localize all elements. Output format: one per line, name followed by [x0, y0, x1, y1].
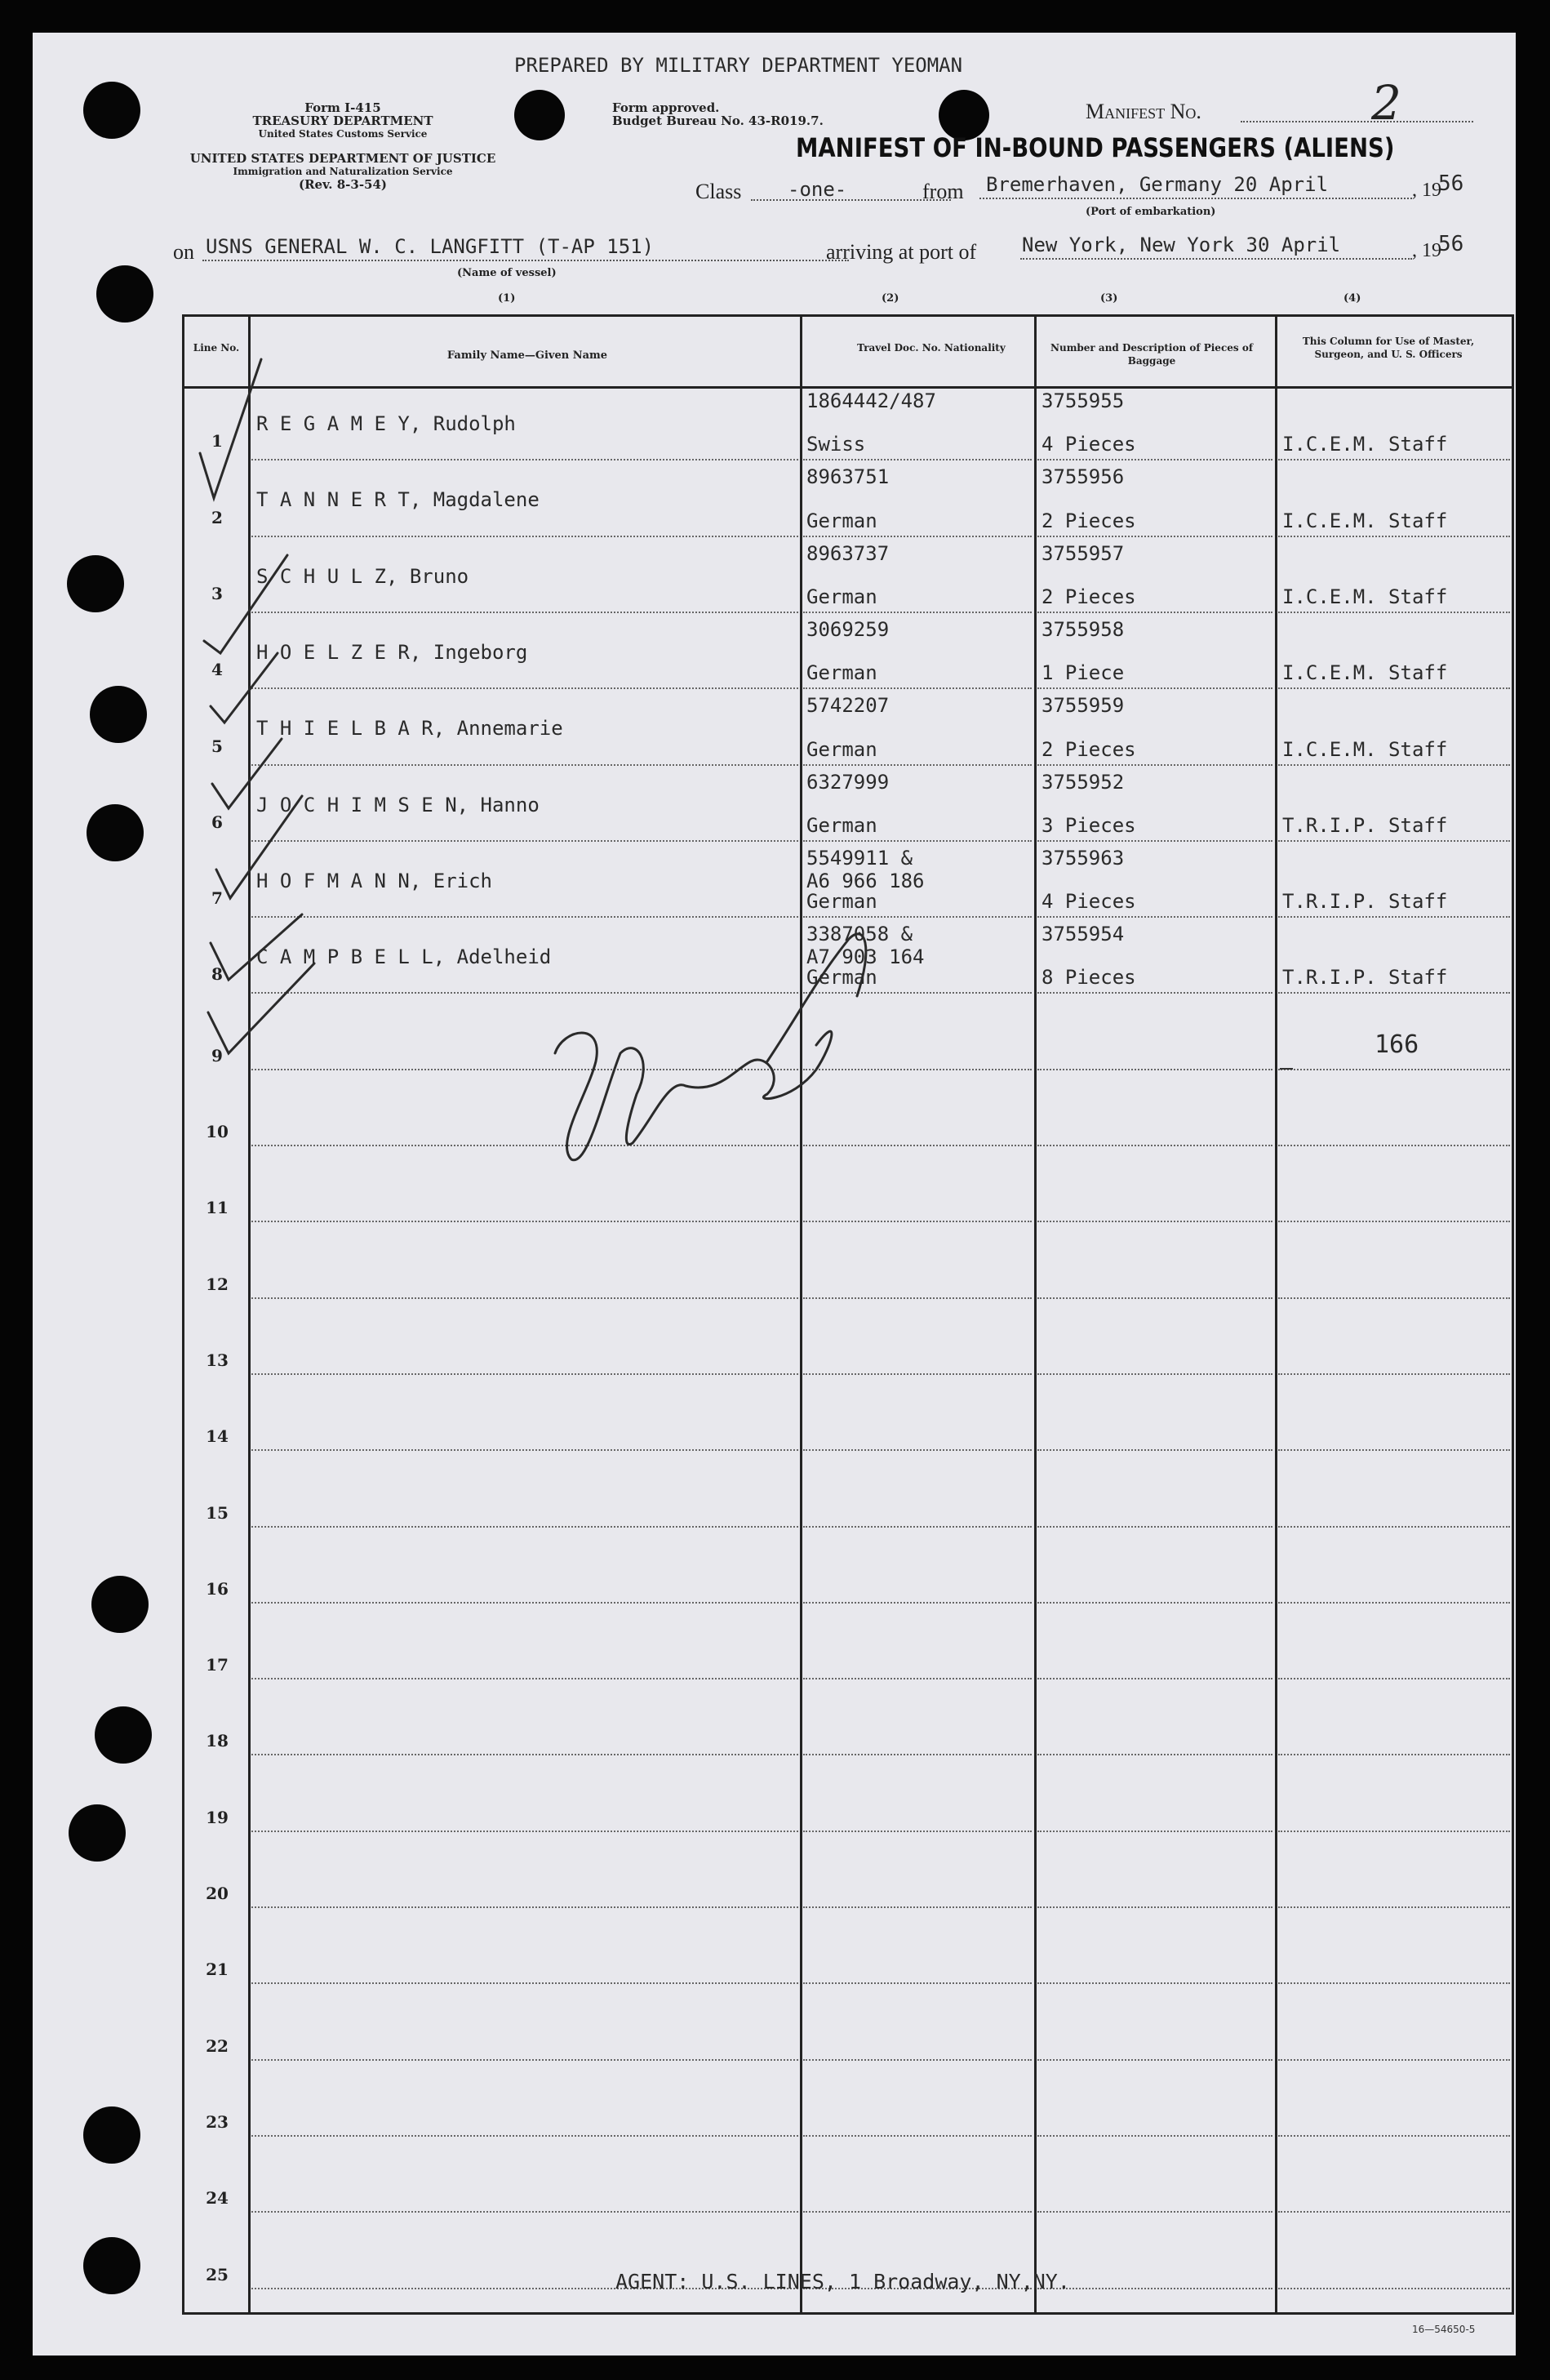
travel-doc-no-2: A6 966 186 — [806, 869, 925, 892]
treasury-dept: TREASURY DEPARTMENT — [252, 113, 433, 128]
passenger-name: T A N N E R T, Magdalene — [256, 488, 540, 512]
line-number: 17 — [206, 1655, 229, 1675]
officer-remark: I.C.E.M. Staff — [1282, 585, 1448, 608]
nationality: German — [806, 737, 877, 761]
signature-stroke — [767, 934, 866, 1061]
line-number: 20 — [206, 1884, 229, 1903]
officer-remark: I.C.E.M. Staff — [1282, 509, 1448, 532]
line-number: 22 — [206, 2035, 229, 2056]
header-baggage: Number and Description of Pieces of Baggage — [1050, 342, 1253, 367]
check-marks — [33, 33, 1516, 2356]
baggage-number: 3755958 — [1041, 617, 1125, 641]
baggage-number: 3755957 — [1041, 541, 1125, 565]
baggage-pieces: 1 Piece — [1041, 661, 1125, 685]
check-mark — [211, 653, 278, 723]
travel-doc-no-2: A7 903 164 — [806, 945, 925, 969]
year-2: 56 — [1438, 232, 1464, 256]
header-line-no: Line No. — [193, 342, 240, 354]
officer-remark: T.R.I.P. Staff — [1282, 966, 1448, 990]
baggage-number: 3755952 — [1041, 770, 1125, 794]
count-annotation: 166 — [1375, 1030, 1419, 1059]
line-number: 25 — [206, 2264, 229, 2284]
passenger-name: C A M P B E L L, Adelheid — [256, 945, 552, 969]
form-number: Form I-415 — [304, 100, 381, 115]
line-number: 5 — [211, 736, 223, 756]
line-number: 10 — [206, 1122, 229, 1141]
nationality: German — [806, 585, 877, 608]
manifest-page — [33, 33, 1516, 2356]
line-number: 1 — [211, 431, 223, 452]
col-num-4: (4) — [1343, 292, 1361, 305]
col-num-1: (1) — [498, 292, 516, 305]
passenger-name: J O C H I M S E N, Hanno — [256, 793, 540, 816]
arriving-label: arriving at port of — [826, 240, 977, 264]
officer-remark: T.R.I.P. Staff — [1282, 813, 1448, 837]
prepared-by-note: PREPARED BY MILITARY DEPARTMENT YEOMAN — [514, 54, 963, 77]
signature-initials — [555, 1031, 832, 1160]
baggage-pieces: 8 Pieces — [1041, 966, 1136, 990]
baggage-pieces: 2 Pieces — [1041, 509, 1136, 532]
line-number: 16 — [206, 1578, 229, 1599]
nationality: German — [806, 509, 877, 532]
passenger-name: T H I E L B A R, Annemarie — [256, 717, 563, 741]
officer-remark: I.C.E.M. Staff — [1282, 433, 1448, 456]
travel-doc-no: 3069259 — [806, 617, 890, 641]
check-mark — [212, 739, 282, 808]
manifest-no-label: Manifest No. — [1086, 100, 1201, 123]
agent-line: AGENT: U.S. LINES, 1 Broadway, NY,NY. — [615, 2270, 1070, 2293]
line-number: 8 — [211, 964, 223, 985]
ins-service: Immigration and Naturalization Service — [233, 166, 453, 177]
line-number: 4 — [211, 660, 223, 680]
line-number: 9 — [211, 1045, 223, 1065]
line-number: 2 — [211, 507, 223, 527]
header-name: Family Name—Given Name — [446, 349, 608, 362]
passenger-name: S C H U L Z, Bruno — [256, 564, 469, 588]
baggage-number: 3755963 — [1041, 846, 1125, 870]
line-number: 7 — [211, 888, 223, 909]
travel-doc-no: 8963737 — [806, 541, 890, 565]
officer-remark: I.C.E.M. Staff — [1282, 661, 1448, 685]
revision-date: (Rev. 8-3-54) — [298, 177, 388, 192]
vessel-caption: (Name of vessel) — [457, 267, 557, 279]
vessel-name: USNS GENERAL W. C. LANGFITT (T-AP 151) — [206, 235, 655, 258]
baggage-pieces: 4 Pieces — [1041, 433, 1136, 456]
nationality: German — [806, 661, 877, 685]
travel-doc-no: 5742207 — [806, 694, 890, 718]
check-mark — [200, 359, 261, 498]
check-mark — [204, 555, 287, 653]
baggage-number: 3755954 — [1041, 923, 1125, 946]
travel-doc-no: 8963751 — [806, 465, 890, 489]
check-mark — [208, 963, 314, 1053]
from-label: from — [922, 180, 964, 203]
embarkation-port: Bremerhaven, Germany 20 April — [986, 173, 1329, 196]
justice-dept: UNITED STATES DEPARTMENT OF JUSTICE — [189, 151, 496, 166]
budget-bureau: Budget Bureau No. 43-R019.7. — [612, 113, 824, 128]
baggage-pieces: 3 Pieces — [1041, 813, 1136, 837]
passenger-name: H O E L Z E R, Ingeborg — [256, 640, 528, 664]
line-number: 3 — [211, 583, 223, 603]
officer-remark: I.C.E.M. Staff — [1282, 737, 1448, 761]
nationality: Swiss — [806, 433, 866, 456]
header-officers: This Column for Use of Master, Surgeon, and U. S. Officers — [1302, 336, 1475, 360]
travel-doc-no: 6327999 — [806, 770, 890, 794]
line-number: 21 — [206, 1960, 229, 1980]
year-prefix-2: , 19 — [1412, 240, 1441, 261]
line-number: 24 — [206, 2188, 229, 2209]
line-number: 19 — [206, 1807, 229, 1827]
line-number: 6 — [211, 812, 223, 832]
class-value: -one- — [788, 178, 847, 201]
baggage-pieces: 2 Pieces — [1041, 585, 1136, 608]
check-mark — [216, 796, 302, 898]
on-label: on — [173, 240, 194, 264]
officer-remark: T.R.I.P. Staff — [1282, 890, 1448, 914]
baggage-pieces: 4 Pieces — [1041, 890, 1136, 914]
nationality: German — [806, 966, 877, 990]
line-number: 15 — [206, 1502, 229, 1523]
passenger-name: R E G A M E Y, Rudolph — [256, 412, 516, 435]
print-code: 16—54650-5 — [1412, 2324, 1476, 2335]
baggage-pieces: 2 Pieces — [1041, 737, 1136, 761]
col-num-3: (3) — [1100, 292, 1118, 305]
manifest-no-value: 2 — [1371, 75, 1401, 131]
port-embarkation-caption: (Port of embarkation) — [1086, 206, 1216, 218]
form-title: MANIFEST OF IN-BOUND PASSENGERS (ALIENS) — [796, 132, 1395, 163]
header-travel-doc: Travel Doc. No. Nationality — [857, 342, 1006, 354]
line-number: 12 — [206, 1274, 229, 1294]
baggage-number: 3755956 — [1041, 465, 1125, 489]
baggage-number: 3755955 — [1041, 389, 1125, 412]
class-label: Class — [695, 180, 742, 203]
year-1: 56 — [1438, 171, 1464, 196]
nationality: German — [806, 813, 877, 837]
arrival-port: New York, New York 30 April — [1022, 234, 1341, 256]
passenger-name: H O F M A N N, Erich — [256, 869, 492, 892]
baggage-number: 3755959 — [1041, 694, 1125, 718]
line-number: 14 — [206, 1426, 229, 1447]
line-number: 11 — [206, 1198, 229, 1218]
check-mark — [211, 914, 302, 980]
customs-service: United States Customs Service — [258, 128, 428, 140]
line-number: 18 — [206, 1731, 229, 1751]
year-prefix-1: , 19 — [1412, 180, 1441, 201]
travel-doc-no: 1864442/487 — [806, 389, 936, 412]
travel-doc-no: 5549911 & — [806, 846, 913, 870]
line-number: 13 — [206, 1350, 229, 1370]
travel-doc-no: 3387058 & — [806, 923, 913, 946]
nationality: German — [806, 890, 877, 914]
line-number: 23 — [206, 2111, 229, 2132]
form-approved: Form approved. — [612, 100, 720, 115]
col-num-2: (2) — [882, 292, 899, 305]
